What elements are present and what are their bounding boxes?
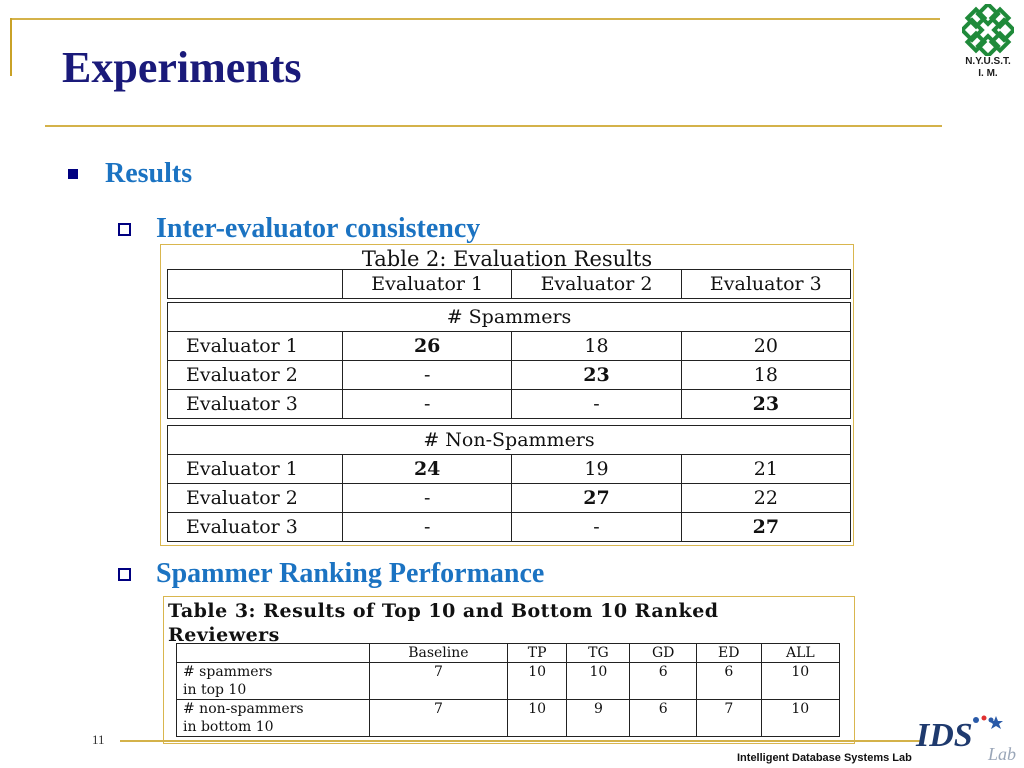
nyust-logo [952,4,1024,90]
bullet-inter-evaluator-text: Inter-evaluator consistency [156,213,481,244]
nyust-emblem-icon [962,4,1014,56]
ranking-results-table [163,596,855,744]
table-cell: 10 [507,663,567,700]
row-label: Evaluator 2 [168,484,343,513]
logo-line1: N.Y.U.S.T. [965,56,1011,67]
row-label-line1: # spammers [183,664,273,680]
table-row [168,455,851,484]
table-row [168,332,851,361]
table-header-cell: Evaluator 3 [681,270,850,299]
table-header-cell: Evaluator 1 [343,270,512,299]
table-header-cell: Evaluator 2 [512,270,681,299]
table3-grid [176,643,840,737]
slide-title: Experiments [62,43,302,92]
ids-logo-lab: Lab [988,744,1017,764]
row-label-line2: in bottom 10 [183,719,274,735]
table-cell: 21 [681,455,850,484]
table-cell: 23 [512,361,681,390]
table-cell: 24 [343,455,512,484]
table-cell: 27 [512,484,681,513]
table-cell: 7 [370,663,508,700]
table-row [177,700,840,737]
table-row [168,484,851,513]
table-row [168,303,851,332]
hollow-square-bullet-icon [118,568,131,581]
row-label [177,700,370,737]
bullet-spammer-ranking-text: Spammer Ranking Performance [156,558,545,589]
table-cell: 26 [343,332,512,361]
evaluation-results-table [160,244,854,546]
ids-lab-logo-icon [910,710,1022,766]
table-row [168,390,851,419]
table-cell: - [512,513,681,542]
table-cell: 27 [681,513,850,542]
table3-caption-line1: Table 3: Results of Top 10 and Bottom 10 Ranked [168,600,719,622]
top-frame-line [10,18,940,20]
title-divider [45,125,942,127]
hollow-square-bullet-icon [118,223,131,236]
bullet-spammer-ranking [118,558,544,590]
footer-lab-name: Intelligent Database Systems Lab [737,752,912,764]
table-cell: 6 [696,663,761,700]
table-cell: - [343,484,512,513]
table-cell [168,270,343,299]
table-row [168,513,851,542]
table-cell: - [343,390,512,419]
bullet-results-text: Results [105,158,193,189]
row-label: Evaluator 1 [168,455,343,484]
table-row [168,361,851,390]
table-cell: 9 [567,700,630,737]
table-cell: 10 [761,663,839,700]
table3-caption-line2: Reviewers [168,624,280,646]
table-cell: 20 [681,332,850,361]
section-label: # Non-Spammers [168,426,851,455]
row-label: Evaluator 3 [168,390,343,419]
table-cell: 10 [761,700,839,737]
table-cell: 10 [507,700,567,737]
table-header-cell: ED [696,644,761,663]
table-header-cell: TG [567,644,630,663]
table-cell: 18 [681,361,850,390]
row-label [177,663,370,700]
ids-logo-text: IDS [916,717,973,754]
filled-square-bullet-icon [68,169,78,179]
left-frame-line [10,18,12,76]
table-header-cell: Baseline [370,644,508,663]
table-cell: 7 [370,700,508,737]
row-label-line1: # non-spammers [183,701,304,717]
table-cell: - [512,390,681,419]
row-label: Evaluator 2 [168,361,343,390]
table-row [168,426,851,455]
table2-caption: Table 2: Evaluation Results [361,247,653,271]
row-label: Evaluator 3 [168,513,343,542]
table-row [177,644,840,663]
table2-header [167,269,851,299]
footer-divider [120,740,920,742]
table-cell: 10 [567,663,630,700]
table-cell: 23 [681,390,850,419]
bullet-results [68,158,192,190]
table-cell: 7 [696,700,761,737]
table-header-cell: GD [630,644,697,663]
row-label: Evaluator 1 [168,332,343,361]
table-cell: 19 [512,455,681,484]
table-row [168,270,851,299]
table-cell: 6 [630,663,697,700]
table2-spammers-block [167,302,851,419]
table-cell: - [343,361,512,390]
table-header-cell: TP [507,644,567,663]
table-row [177,663,840,700]
table-cell: - [343,513,512,542]
page-number: 11 [92,732,105,747]
table3-caption [164,597,854,647]
table-header-cell: ALL [761,644,839,663]
table-cell: 6 [630,700,697,737]
table2-nonspammers-block [167,425,851,542]
table-cell [177,644,370,663]
section-label: # Spammers [168,303,851,332]
table-cell: 22 [681,484,850,513]
bullet-inter-evaluator [118,213,480,245]
logo-line2: I. M. [978,68,998,79]
row-label-line2: in top 10 [183,682,247,698]
table-cell: 18 [512,332,681,361]
